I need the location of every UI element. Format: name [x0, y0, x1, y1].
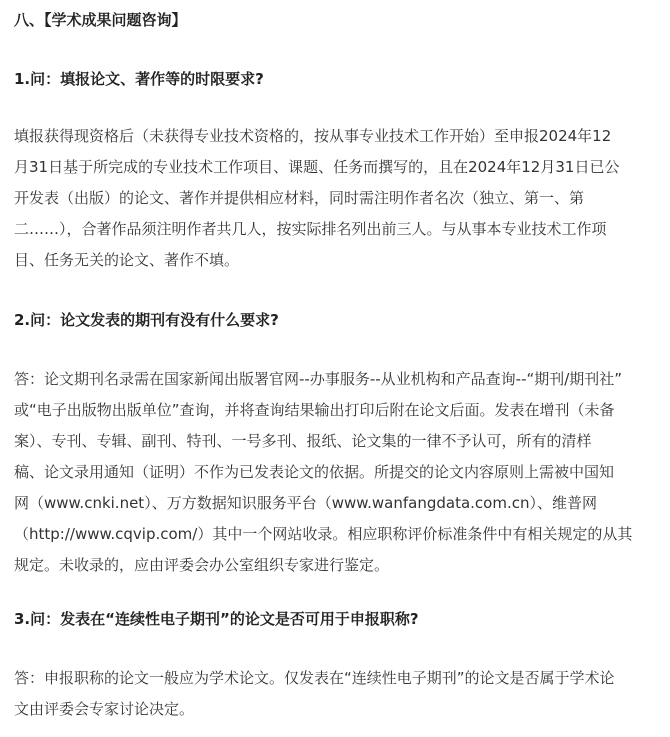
- answer-2-line: 或“电子出版物出版单位”查询，并将查询结果输出打印后附在论文后面。发表在增刊（未备: [14, 401, 615, 419]
- answer-2-line: 答：论文期刊名录需在国家新闻出版署官网--办事服务--从业机构和产品查询--“期刊/期刊社”: [14, 370, 623, 388]
- answer-2: [14, 364, 660, 581]
- answer-1: [14, 121, 660, 276]
- answer-1-line: 填报获得现资格后（未获得专业技术资格的，按从事专业技术工作开始）至申报2024年12: [14, 127, 612, 145]
- answer-2-line: 规定。未收录的，应由评委会办公室组织专家进行鉴定。: [14, 556, 390, 574]
- answer-3-line: 答：申报职称的论文一般应为学术论文。仅发表在“连续性电子期刊”的论文是否属于学术论: [14, 669, 615, 687]
- answer-3: [14, 663, 660, 725]
- question-2-title: 2.问：论文发表的期刊有没有什么要求?: [14, 311, 279, 329]
- answer-2-line: 网（www.cnki.net）、万方数据知识服务平台（www.wanfangdata.com.cn）、维普网: [14, 494, 597, 512]
- answer-1-line: 开发表（出版）的论文、著作并提供相应材料，同时需注明作者名次（独立、第一、第: [14, 189, 585, 207]
- question-1-title: 1.问：填报论文、著作等的时限要求?: [14, 70, 264, 88]
- answer-2-line: 案）、专刊、专辑、副刊、特刊、一号多刊、报纸、论文集的一律不予认可，所有的清样: [14, 432, 592, 450]
- question-3-title: 3.问：发表在“连续性电子期刊”的论文是否可用于申报职称?: [14, 610, 419, 628]
- answer-2-line: （http://www.cqvip.com/）其中一个网站收录。相应职称评价标准条件中有相关规定的从其: [14, 525, 633, 543]
- section-title: 八、【学术成果问题咨询】: [14, 11, 187, 29]
- answer-2-line: 稿、论文录用通知（证明）不作为已发表论文的依据。所提交的论文内容原则上需被中国知: [14, 463, 615, 481]
- answer-1-line: 目、任务无关的论文、著作不填。: [14, 251, 240, 269]
- answer-1-line: 二……），合著作品须注明作者共几人，按实际排名列出前三人。与从事本专业技术工作项: [14, 220, 607, 238]
- answer-1-line: 月31日基于所完成的专业技术工作项目、课题、任务而撰写的，且在2024年12月31日已公: [14, 158, 620, 176]
- answer-3-line: 文由评委会专家讨论决定。: [14, 700, 195, 718]
